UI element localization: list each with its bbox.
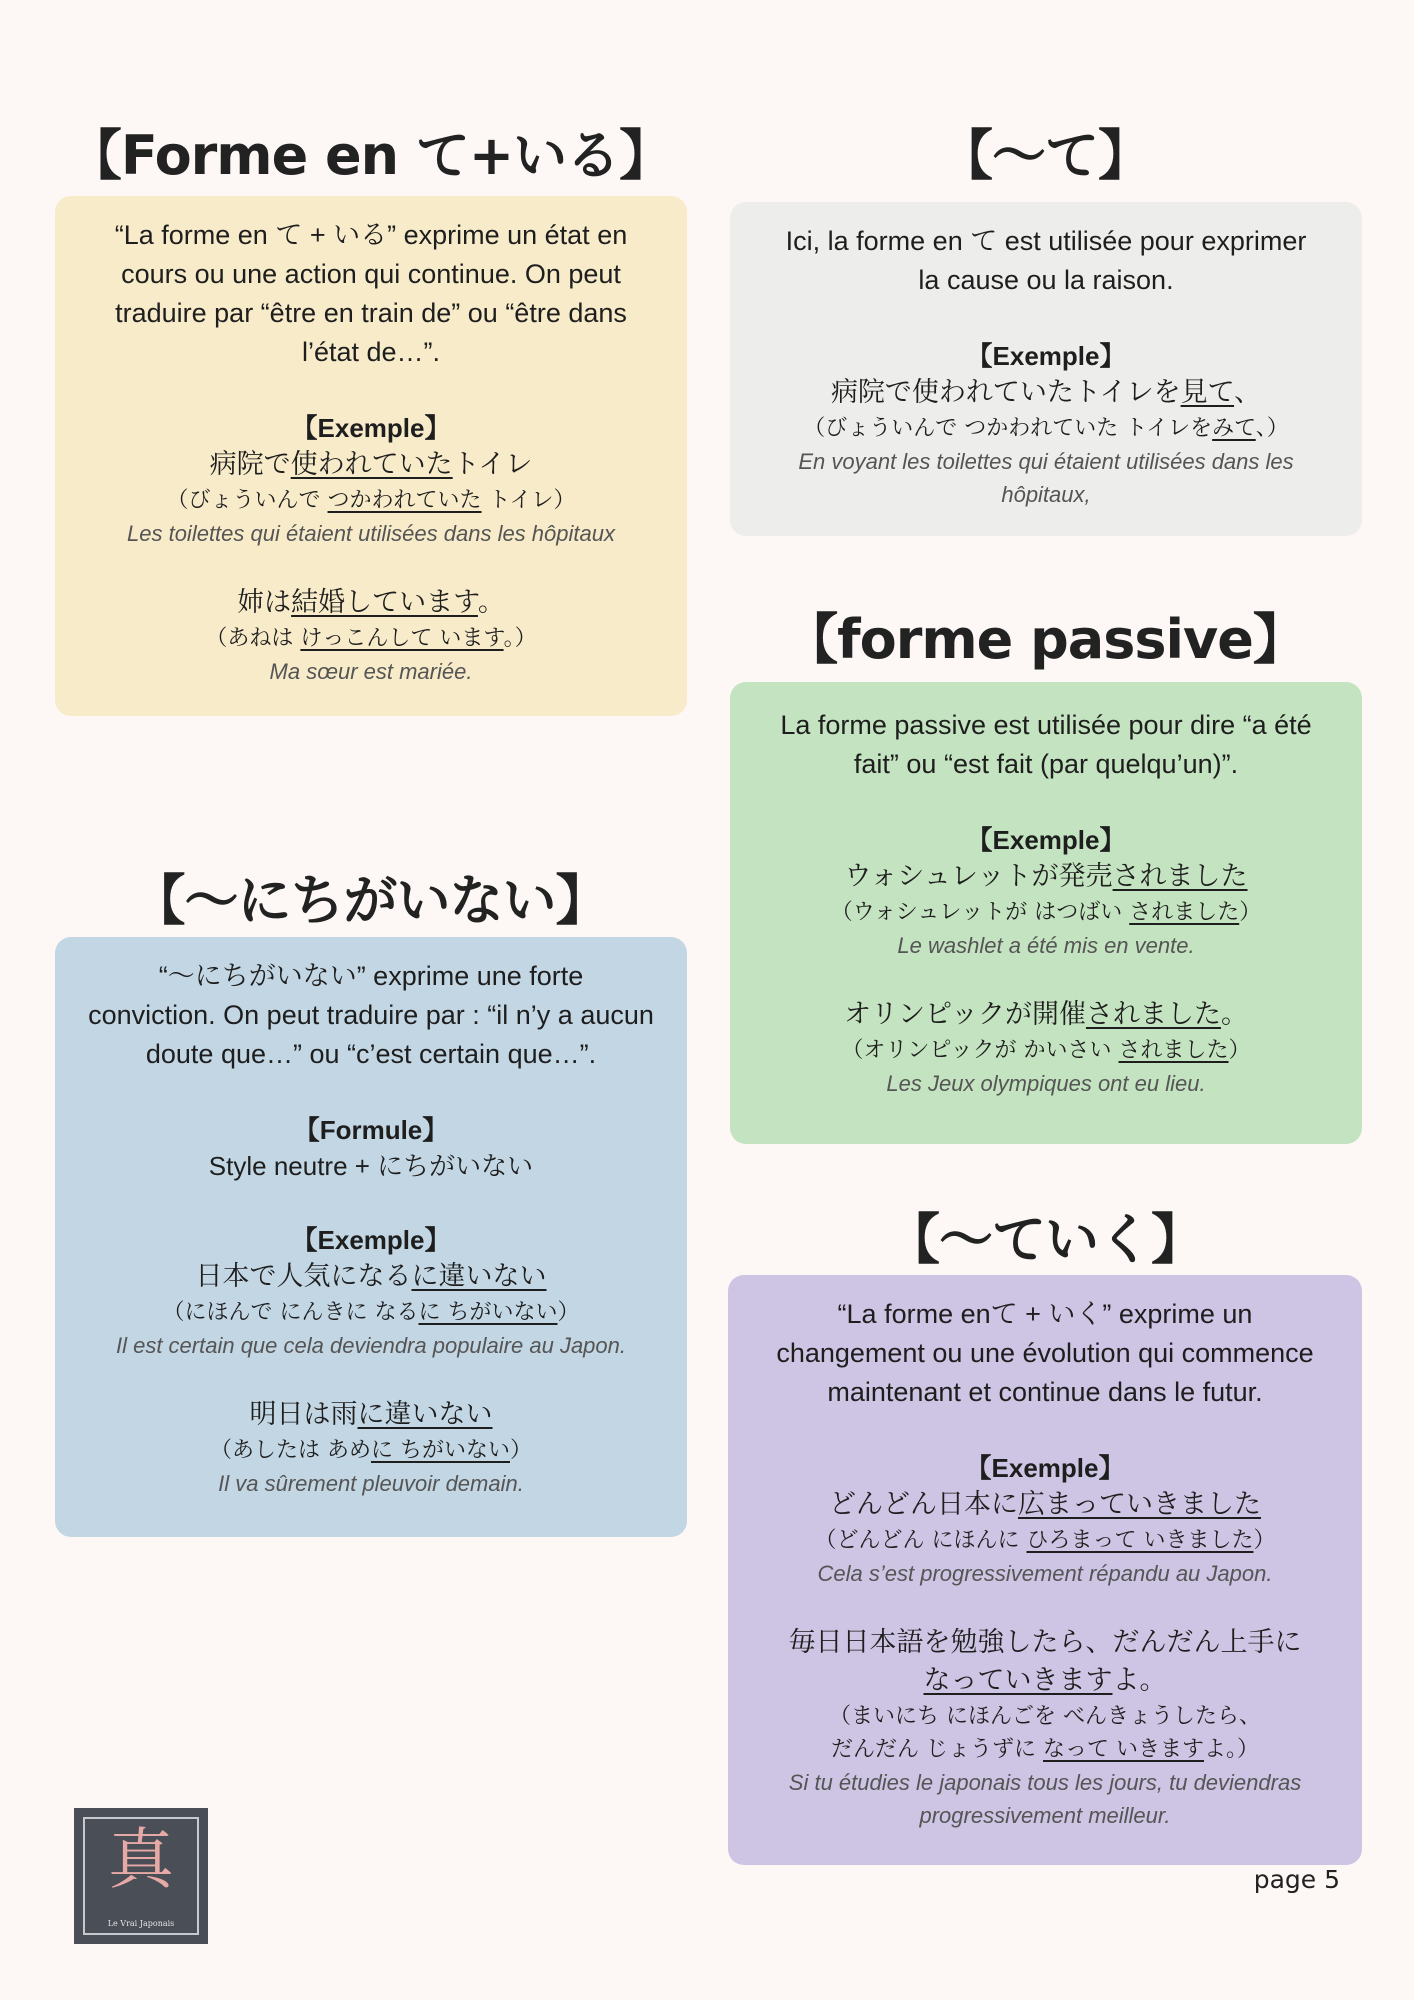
sentence-line: 毎日日本語を勉強したら、だんだん上手に — [788, 1627, 1302, 1658]
example-label: 【Exemple】 — [966, 825, 1126, 855]
reading-line: （まいにち にほんごを べんきょうしたら、 — [829, 1704, 1261, 1729]
description-line: “La forme en て + いる” exprime un état en — [114, 220, 628, 250]
example-reading — [748, 1700, 1342, 1766]
section-title-nichigainai: 【〜にちがいない】 — [131, 869, 609, 932]
description-line: l’état de…”. — [301, 337, 441, 367]
description — [83, 216, 659, 372]
example-label: 【Exemple】 — [966, 341, 1126, 371]
description-line: doute que…” ou “c’est certain que…”. — [145, 1039, 597, 1069]
example-reading: （あねは けっこんして います。） — [205, 626, 537, 651]
section-title-teiku: 【〜ていく】 — [886, 1208, 1204, 1271]
example-sentence: 病院で使われていたトイレ — [209, 449, 533, 480]
description-line: fait” ou “est fait (par quelqu’un)”. — [853, 749, 1239, 779]
example-translation: Ma sœur est mariée. — [269, 659, 473, 684]
example-sentence: 明日は雨に違いない — [249, 1399, 493, 1430]
example-reading: （あしたは あめに ちがいない） — [209, 1438, 532, 1463]
example-sentence: 病院で使われていたトイレを見て、 — [830, 377, 1262, 408]
example-sentence: 姉は結婚しています。 — [237, 587, 505, 618]
translation-line: En voyant les toilettes qui étaient utilisées dans les — [798, 449, 1294, 474]
sentence-line: なっていきますよ。 — [923, 1665, 1167, 1696]
example-translation: Il est certain que cela deviendra populaire au Japon. — [115, 1333, 626, 1358]
translation-line: hôpitaux, — [1001, 482, 1091, 507]
example-reading: （にほんで にんきに なるに ちがいない） — [162, 1300, 580, 1325]
example-translation: Le washlet a été mis en vente. — [897, 933, 1195, 958]
description-line: “La forme enて + いく” exprime un — [837, 1299, 1253, 1329]
section-title-te: 【〜て】 — [939, 124, 1151, 187]
description-line: “〜にちがいない” exprime une forte — [158, 961, 584, 991]
description-line: cours ou une action qui continue. On peut — [121, 259, 621, 289]
reading-line: だんだん じょうずに なって いきますよ。） — [830, 1737, 1259, 1762]
card-teiku — [728, 1275, 1362, 1865]
example-sentence: 日本で人気になるに違いない — [195, 1261, 547, 1292]
description-line: changement ou une évolution qui commence — [776, 1338, 1314, 1368]
example-reading: （びょういんで つかわれていた トイレ） — [166, 488, 576, 513]
translation-line: Si tu étudies le japonais tous les jours, tu deviendras — [788, 1770, 1302, 1795]
example-reading: （ウォシュレットが はつばい されました） — [830, 900, 1262, 925]
formula-label: 【Formule】 — [293, 1115, 449, 1145]
example-translation: Cela s’est progressivement répandu au Japon. — [817, 1561, 1273, 1586]
translation-line: progressivement meilleur. — [919, 1803, 1171, 1828]
example-translation: Les toilettes qui étaient utilisées dans les hôpitaux — [127, 521, 615, 546]
example-sentence: ウォシュレットが発売されました — [844, 861, 1248, 892]
formula-text: Style neutre + にちがいない — [208, 1151, 534, 1181]
example-sentence — [748, 1624, 1342, 1700]
section-title-te-iru: 【Forme en て+いる】 — [67, 124, 673, 187]
section-title-passive: 【forme passive】 — [784, 608, 1306, 671]
example-label: 【Exemple】 — [965, 1453, 1125, 1483]
example-translation: Les Jeux olympiques ont eu lieu. — [886, 1071, 1206, 1096]
example-sentence: オリンピックが開催されました。 — [844, 999, 1248, 1030]
page-number: page 5 — [1253, 1865, 1340, 1894]
description-line: maintenant et continue dans le futur. — [827, 1377, 1263, 1407]
description-line: conviction. On peut traduire par : “il n’y a aucun — [88, 1000, 654, 1030]
example-reading: （オリンピックが かいさい されました） — [841, 1038, 1251, 1063]
description-line: traduire par “être en train de” ou “être dans — [115, 298, 627, 328]
example-sentence: どんどん日本に広まっていきました — [829, 1489, 1261, 1520]
card-te — [730, 202, 1362, 536]
example-label: 【Exemple】 — [291, 1225, 451, 1255]
description — [758, 222, 1334, 300]
card-te-iru — [55, 196, 687, 716]
example-reading: （どんどん にほんに ひろまって いきました） — [814, 1528, 1276, 1553]
example-translation — [748, 1766, 1342, 1832]
description-line: La forme passive est utilisée pour dire “a été — [780, 710, 1312, 740]
description-line: la cause ou la raison. — [918, 265, 1174, 295]
logo-text: Le Vrai Japonais — [107, 1919, 175, 1928]
example-translation — [758, 445, 1334, 511]
example-translation: Il va sûrement pleuvoir demain. — [218, 1471, 524, 1496]
logo-glyph: 真 — [108, 1821, 174, 1898]
description — [758, 706, 1334, 784]
example-reading: （びょういんで つかわれていた トイレをみて、） — [803, 416, 1289, 441]
example-label: 【Exemple】 — [291, 413, 451, 443]
description — [748, 1295, 1342, 1412]
card-passive — [730, 682, 1362, 1144]
brand-logo — [74, 1808, 208, 1944]
description-line: Ici, la forme en て est utilisée pour exprimer — [785, 226, 1307, 256]
card-nichigainai — [55, 937, 687, 1537]
description — [75, 957, 667, 1074]
